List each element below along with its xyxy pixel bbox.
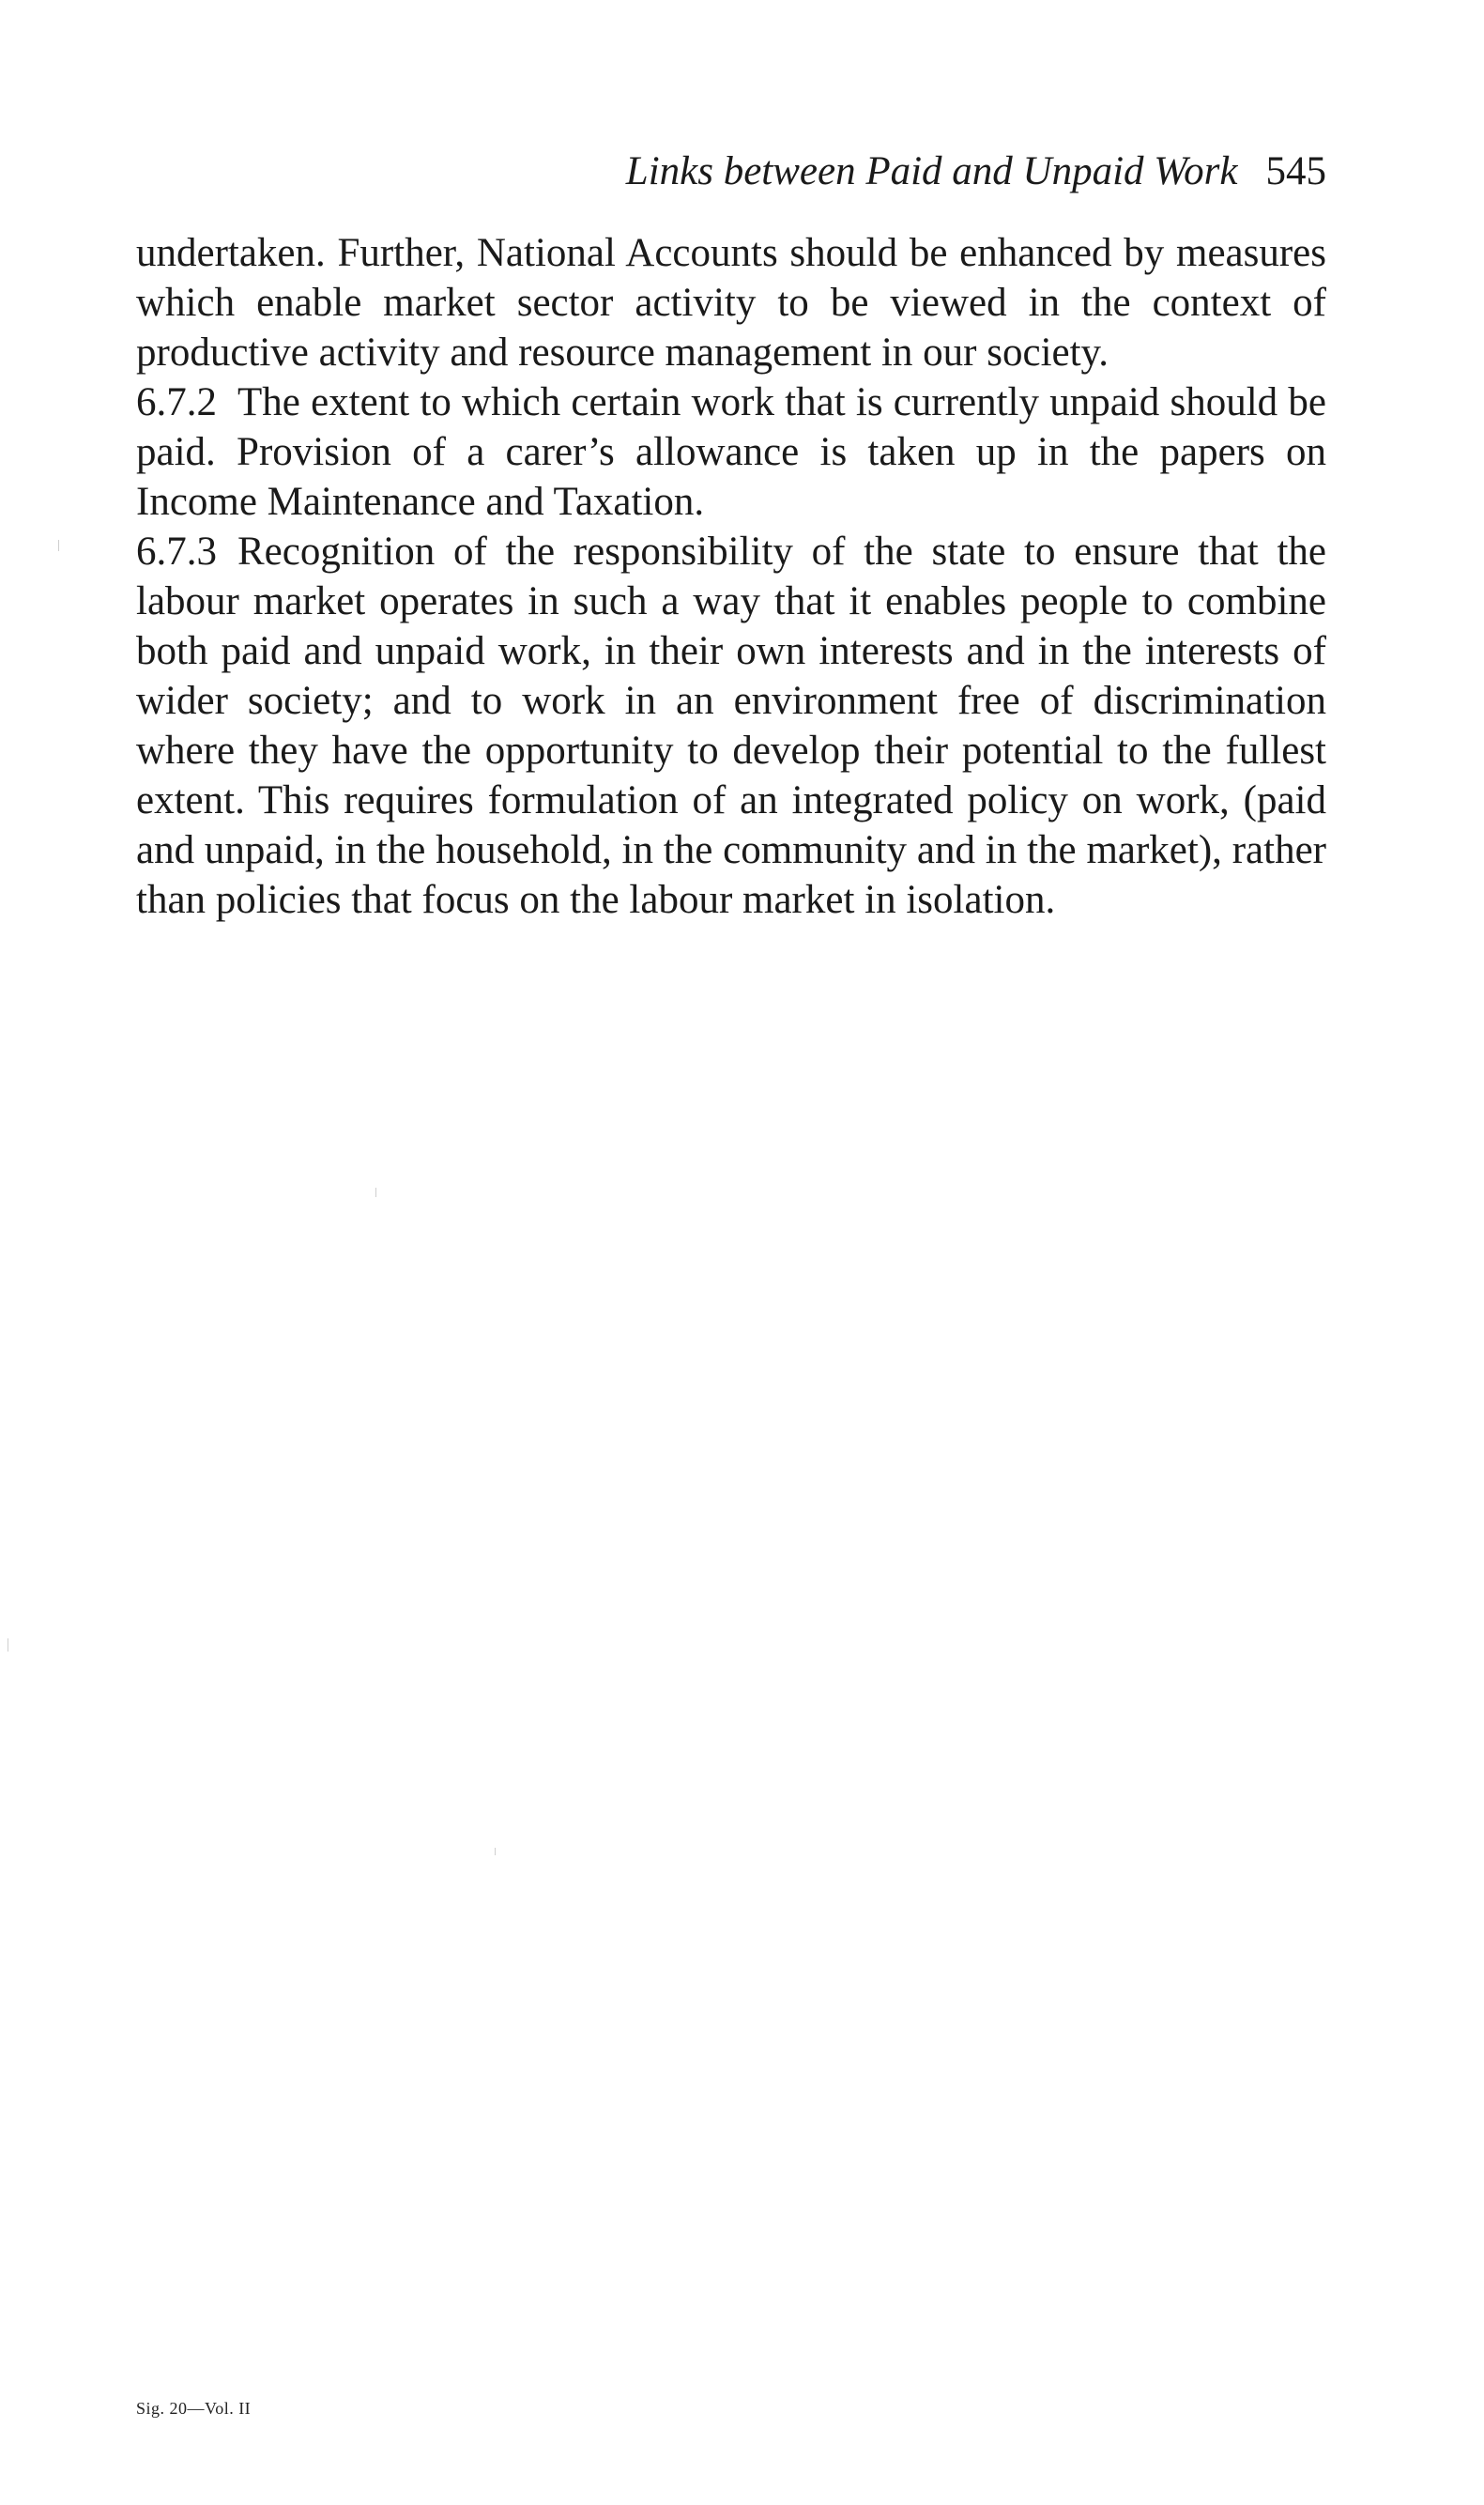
body-text [136, 228, 1326, 925]
scan-speck [58, 540, 59, 551]
paragraph-text: The extent to which certain work that is currently unpaid should be paid. Provision of a carer’s allowance is taken up in the papers on Income Maintenance and Taxation. [136, 380, 1326, 524]
paragraph-text: Recognition of the responsibility of the state to ensure that the labour market operates in such a way that it enables people to combine both paid and unpaid work, in their own interests and in the interests of wider society; and to work in an environment free of discrimination where they have the opportunity to develop their potential to the fullest extent. This requires formulation of an integrated policy on work, (paid and unpaid, in the household, in the community and in the market), rather than policies that focus on the labour market in isolation. [136, 530, 1326, 922]
page-number: 545 [1265, 149, 1326, 193]
paragraph-continuation [136, 228, 1326, 377]
signature-mark: Sig. 20—Vol. II [136, 2399, 252, 2418]
scan-speck [495, 1848, 496, 1855]
section-number: 6.7.2 [136, 380, 217, 424]
paragraph-6-7-2 [136, 377, 1326, 527]
paragraph-text: undertaken. Further, National Accounts should be enhanced by measures which enable market sector activity to be viewed in the context of productive activity and resource management in our society. [136, 231, 1326, 375]
running-head [136, 148, 1326, 205]
paragraph-6-7-3 [136, 527, 1326, 925]
scan-speck [375, 1188, 376, 1197]
running-head-title: Links between Paid and Unpaid Work [625, 149, 1238, 193]
section-number: 6.7.3 [136, 530, 217, 574]
